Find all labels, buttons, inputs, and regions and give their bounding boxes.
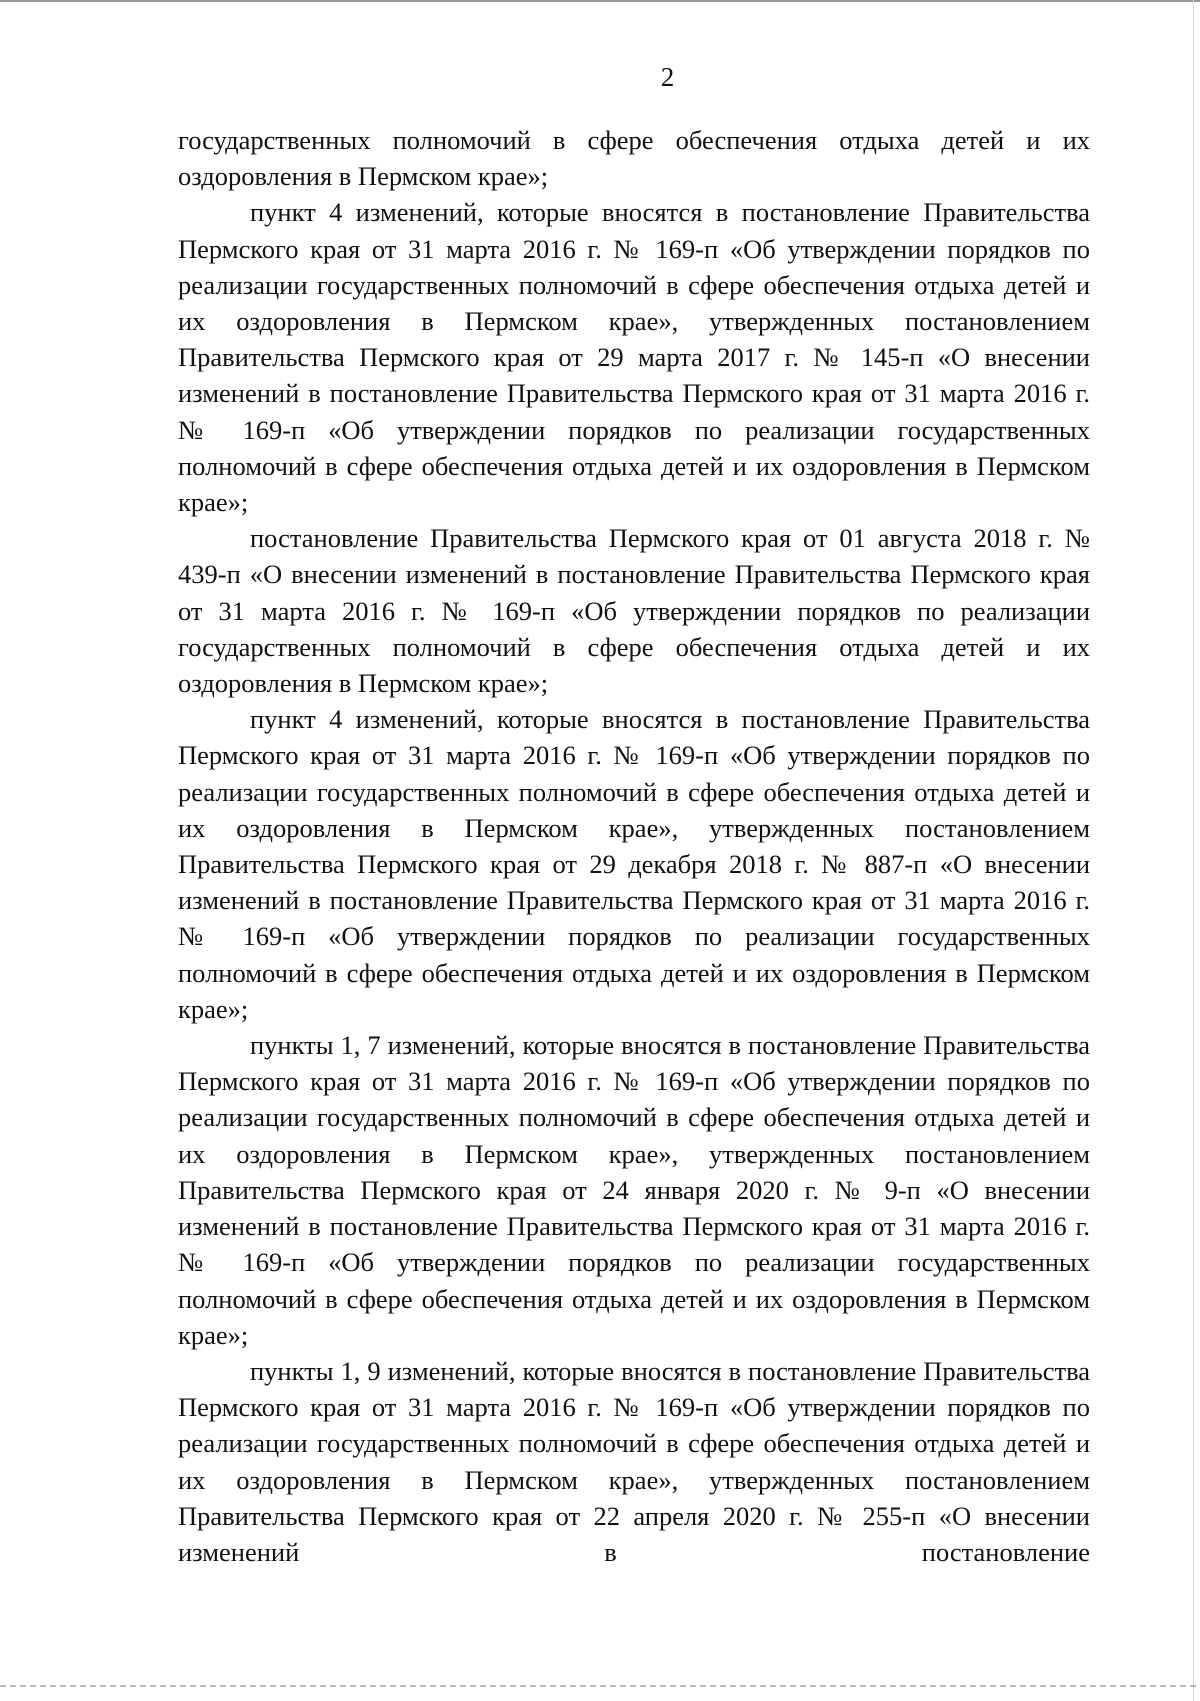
document-body <box>178 122 1090 1570</box>
page-number: 2 <box>660 62 675 92</box>
paragraph-3: постановление Правительства Пермского края от 01 августа 2018 г. № 439-п «О внесении изменений в постановление Правительства Пермского края от 31 марта 2016 г. № 169-п «Об утверждении порядков по реализации государственных полномочий в сфере обеспечения отдыха детей и их оздоровления в Пермском крае»; <box>178 523 1090 699</box>
paragraph-5: пункты 1, 7 изменений, которые вносятся в постановление Правительства Пермского края от 31 марта 2016 г. № 169-п «Об утверждении порядков по реализации государственных полномочий в сфере обеспечения отдыха детей и их оздоровления в Пермском крае», утвержденных постановлением Правительства Пермского края от 24 января 2020 г. № 9-п «О внесении изменений в постановление Правительства Пермского края от 31 марта 2016 г. № 169-п «Об утверждении порядков по реализации государственных полномочий в сфере обеспечения отдыха детей и их оздоровления в Пермском крае»; <box>178 1030 1090 1350</box>
scan-edge-top <box>0 0 1200 2</box>
paragraph-6: пункты 1, 9 изменений, которые вносятся в постановление Правительства Пермского края от 31 марта 2016 г. № 169-п «Об утверждении порядков по реализации государственных полномочий в сфере обеспечения отдыха детей и их оздоровления в Пермском крае», утвержденных постановлением Правительства Пермского края от 22 апреля 2020 г. № 255-п «О внесении изменений в постановление <box>178 1355 1090 1567</box>
scan-edge-bottom <box>0 1685 1200 1687</box>
scan-edge-right <box>1193 0 1194 1701</box>
paragraph-1: государственных полномочий в сфере обеспечения отдыха детей и их оздоровления в Пермском крае»; <box>178 125 1090 192</box>
paragraph-2: пункт 4 изменений, которые вносятся в постановление Правительства Пермского края от 31 марта 2016 г. № 169-п «Об утверждении порядков по реализации государственных полномочий в сфере обеспечения отдыха детей и их оздоровления в Пермском крае», утвержденных постановлением Правительства Пермского края от 29 марта 2017 г. № 145-п «О внесении изменений в постановление Правительства Пермского края от 31 марта 2016 г. № 169-п «Об утверждении порядков по реализации государственных полномочий в сфере обеспечения отдыха детей и их оздоровления в Пермском крае»; <box>178 197 1090 518</box>
paragraph-4: пункт 4 изменений, которые вносятся в постановление Правительства Пермского края от 31 марта 2016 г. № 169-п «Об утверждении порядков по реализации государственных полномочий в сфере обеспечения отдыха детей и их оздоровления в Пермском крае», утвержденных постановлением Правительства Пермского края от 29 декабря 2018 г. № 887-п «О внесении изменений в постановление Правительства Пермского края от 31 марта 2016 г. № 169-п «Об утверждении порядков по реализации государственных полномочий в сфере обеспечения отдыха детей и их оздоровления в Пермском крае»; <box>178 704 1090 1024</box>
